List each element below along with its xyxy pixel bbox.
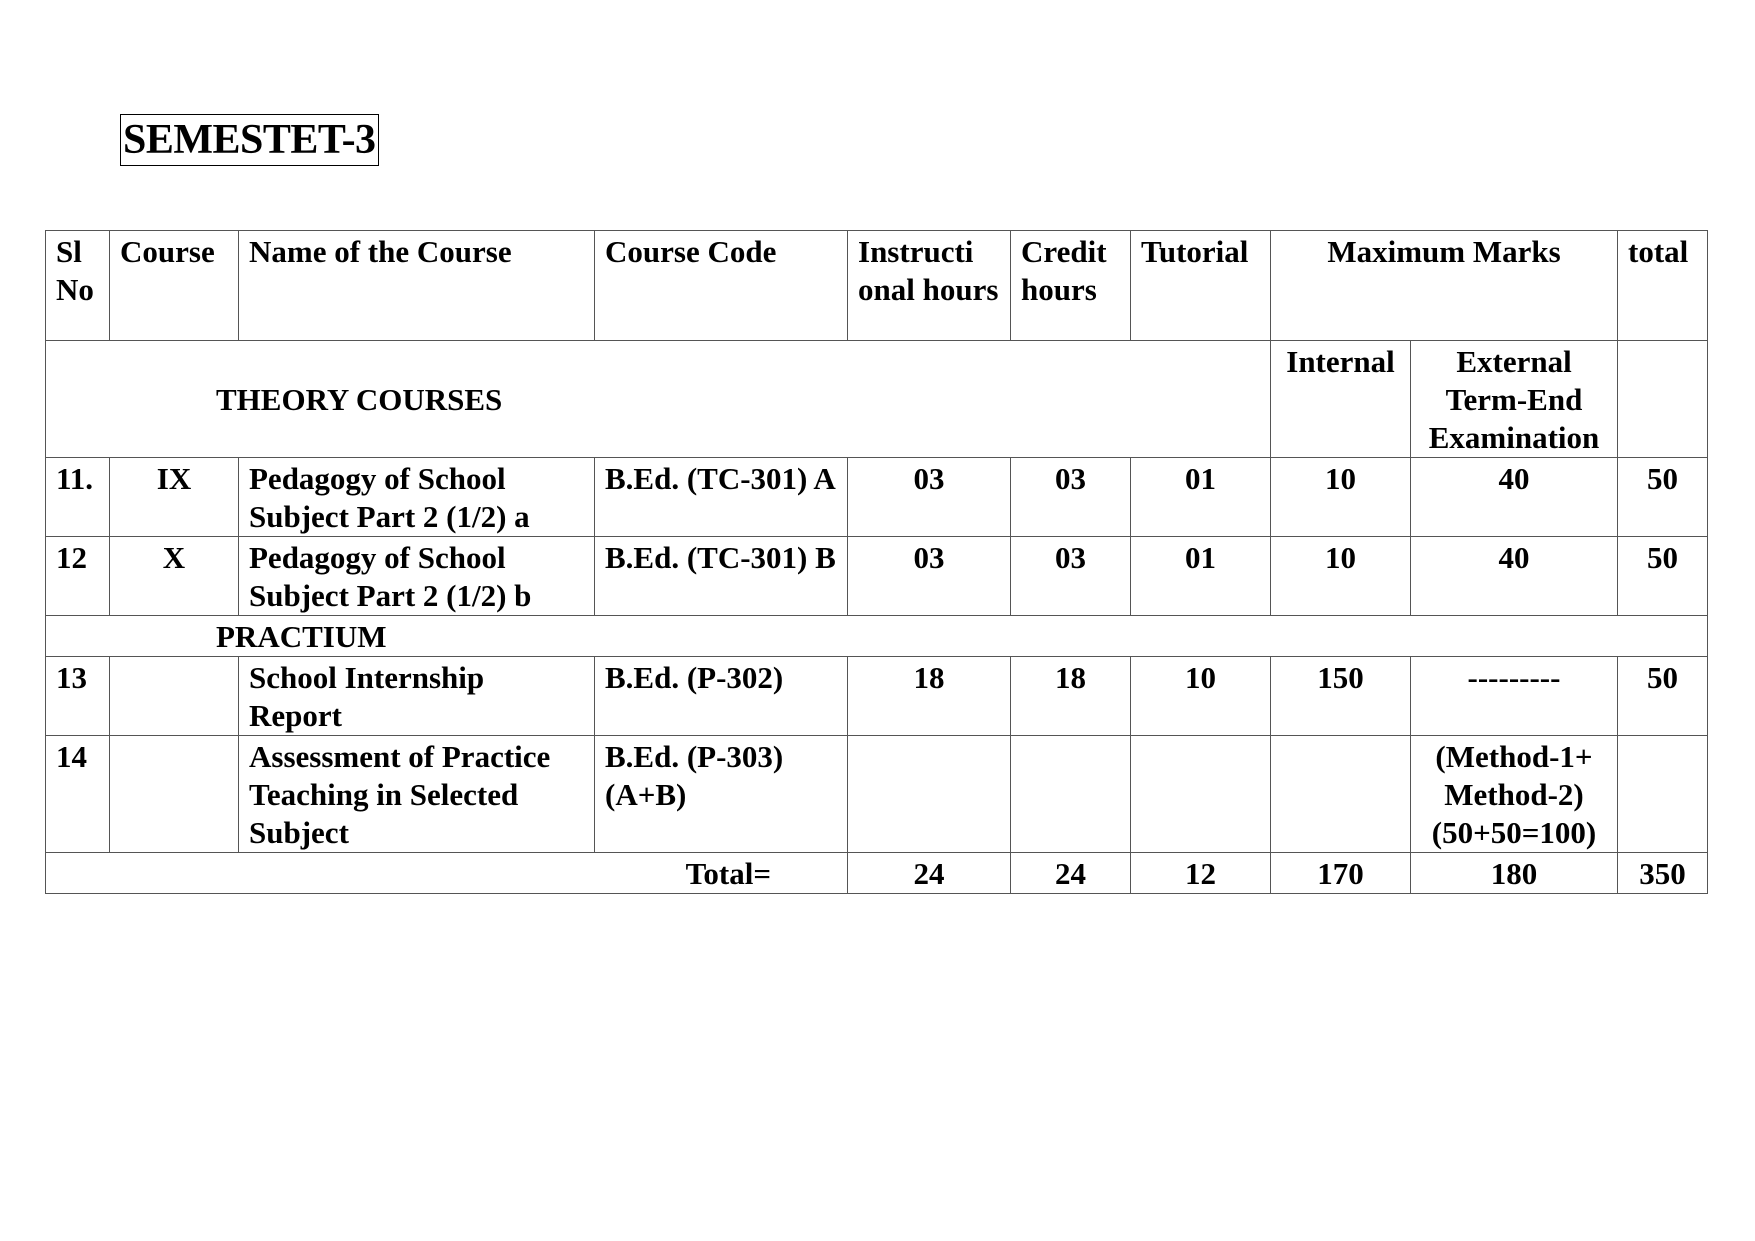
- cell-tutorial: 01: [1131, 537, 1271, 616]
- totals-row: [46, 853, 1708, 894]
- header-instructional-hours: Instructi onal hours: [848, 231, 1011, 341]
- total-instructional-hours: 24: [848, 853, 1011, 894]
- table-row: [46, 657, 1708, 736]
- cell-external: 40: [1411, 458, 1618, 537]
- cell-internal: 150: [1271, 657, 1411, 736]
- cell-credit-hours: 03: [1011, 537, 1131, 616]
- cell-external: ---------: [1411, 657, 1618, 736]
- header-internal: Internal: [1271, 341, 1411, 458]
- cell-course-name: Assessment of Practice Teaching in Selected Subject: [239, 736, 595, 853]
- cell-internal: 10: [1271, 458, 1411, 537]
- course-table: [45, 230, 1708, 894]
- total-internal: 170: [1271, 853, 1411, 894]
- cell-course: X: [110, 537, 239, 616]
- header-tutorial: Tutorial: [1131, 231, 1271, 341]
- cell-credit-hours: [1011, 736, 1131, 853]
- cell-sl-no: 13: [46, 657, 110, 736]
- total-total: 350: [1618, 853, 1708, 894]
- total-external: 180: [1411, 853, 1618, 894]
- cell-tutorial: [1131, 736, 1271, 853]
- cell-total: 50: [1618, 458, 1708, 537]
- cell-total: 50: [1618, 657, 1708, 736]
- cell-course-code: B.Ed. (TC-301) B: [595, 537, 848, 616]
- header-row: [46, 231, 1708, 341]
- header-credit-hours: Credit hours: [1011, 231, 1131, 341]
- cell-course-code: B.Ed. (P-303) (A+B): [595, 736, 848, 853]
- cell-credit-hours: 18: [1011, 657, 1131, 736]
- header-total: total: [1618, 231, 1708, 341]
- cell-sl-no: 14: [46, 736, 110, 853]
- page-title: SEMESTET-3: [120, 114, 379, 166]
- cell-instructional-hours: 03: [848, 458, 1011, 537]
- cell-total: 50: [1618, 537, 1708, 616]
- cell-sl-no: 11.: [46, 458, 110, 537]
- cell-instructional-hours: 03: [848, 537, 1011, 616]
- cell-external: 40: [1411, 537, 1618, 616]
- table-row: [46, 537, 1708, 616]
- subheader-row: [46, 341, 1708, 458]
- cell-course: [110, 736, 239, 853]
- section-theory-courses: THEORY COURSES: [46, 341, 1271, 458]
- cell-instructional-hours: 18: [848, 657, 1011, 736]
- header-sl-no: Sl No: [46, 231, 110, 341]
- header-maximum-marks: Maximum Marks: [1271, 231, 1618, 341]
- cell-course: [110, 657, 239, 736]
- cell-credit-hours: 03: [1011, 458, 1131, 537]
- cell-course-code: B.Ed. (P-302): [595, 657, 848, 736]
- total-credit-hours: 24: [1011, 853, 1131, 894]
- cell-tutorial: 10: [1131, 657, 1271, 736]
- header-course-name: Name of the Course: [239, 231, 595, 341]
- section-practium: PRACTIUM: [46, 616, 1708, 657]
- cell-instructional-hours: [848, 736, 1011, 853]
- section-row: [46, 616, 1708, 657]
- cell-internal: [1271, 736, 1411, 853]
- cell-internal: 10: [1271, 537, 1411, 616]
- cell-course-name: Pedagogy of School Subject Part 2 (1/2) b: [239, 537, 595, 616]
- empty-cell: [1618, 341, 1708, 458]
- cell-course-code: B.Ed. (TC-301) A: [595, 458, 848, 537]
- total-tutorial: 12: [1131, 853, 1271, 894]
- cell-sl-no: 12: [46, 537, 110, 616]
- total-label: Total=: [46, 853, 848, 894]
- header-external: External Term-End Examination: [1411, 341, 1618, 458]
- cell-course: IX: [110, 458, 239, 537]
- cell-external: (Method-1+ Method-2) (50+50=100): [1411, 736, 1618, 853]
- cell-course-name: School Internship Report: [239, 657, 595, 736]
- cell-course-name: Pedagogy of School Subject Part 2 (1/2) a: [239, 458, 595, 537]
- cell-tutorial: 01: [1131, 458, 1271, 537]
- header-course: Course: [110, 231, 239, 341]
- header-course-code: Course Code: [595, 231, 848, 341]
- table-row: [46, 736, 1708, 853]
- table-row: [46, 458, 1708, 537]
- cell-total: [1618, 736, 1708, 853]
